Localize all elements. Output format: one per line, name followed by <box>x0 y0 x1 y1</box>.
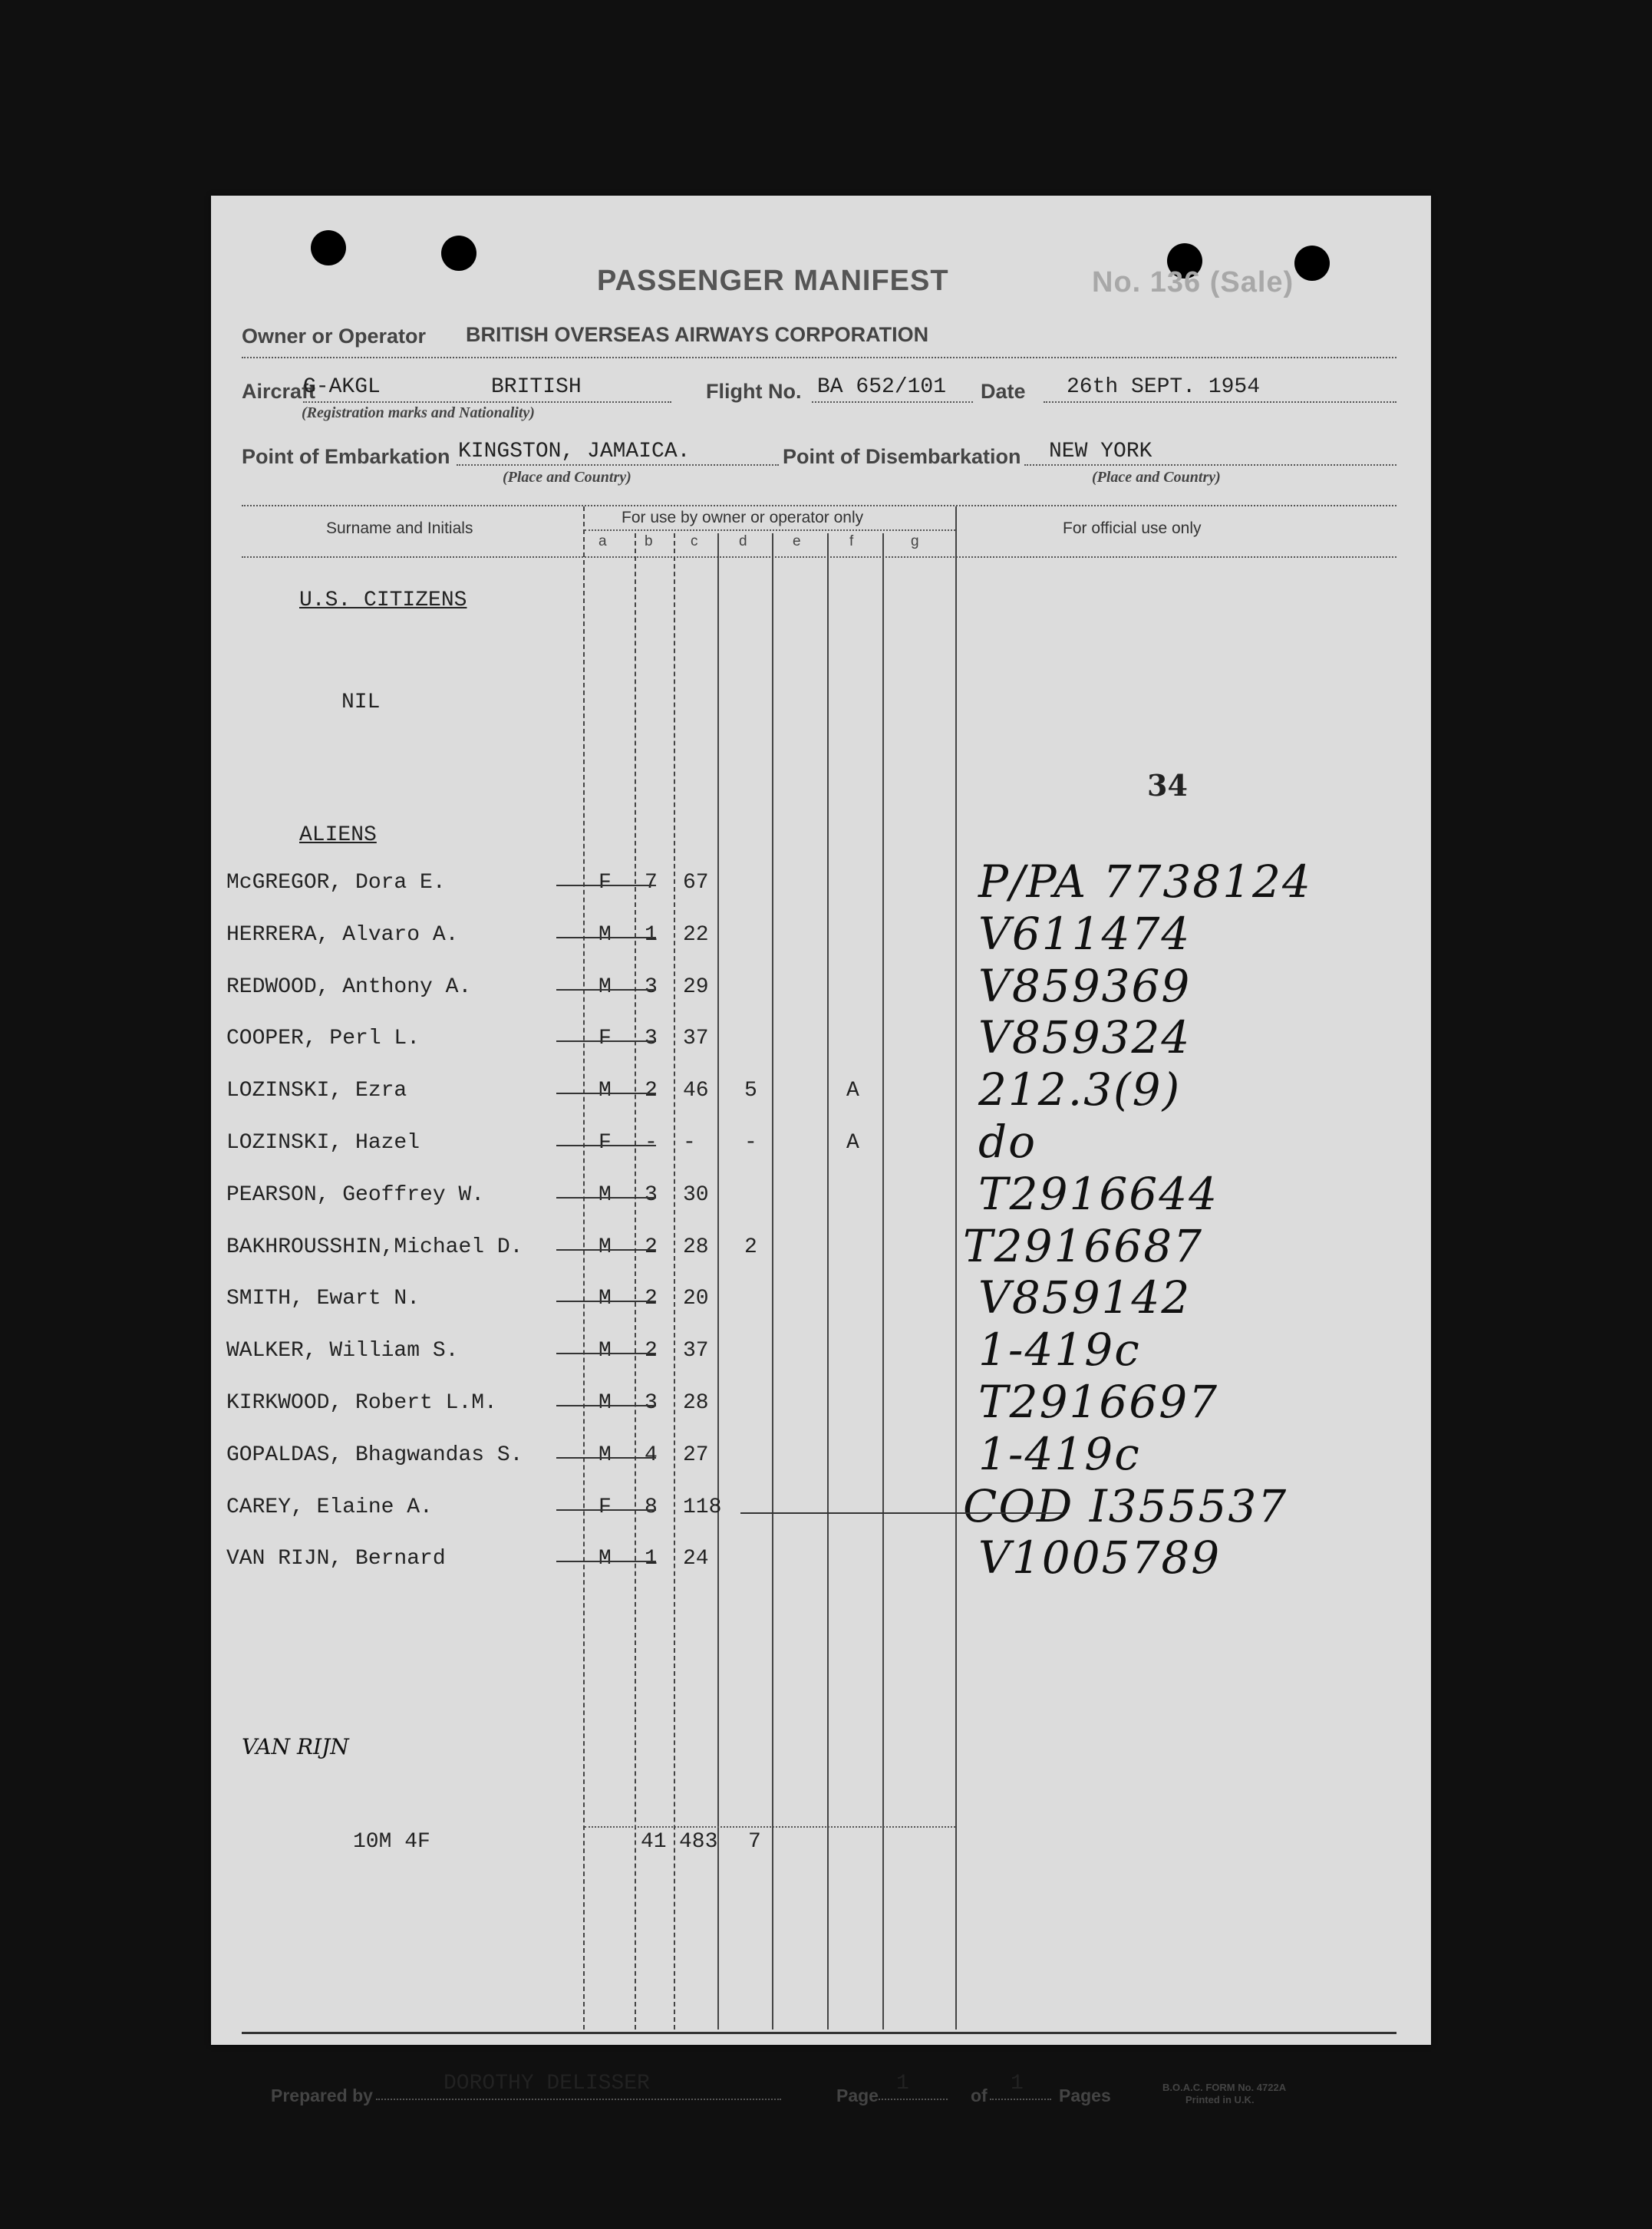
pages-label: Pages <box>1059 2086 1111 2105</box>
flight-label: Flight No. <box>706 380 802 403</box>
col-a: a <box>598 533 607 549</box>
passenger-col-c: 37 <box>683 1339 709 1363</box>
passenger-col-c: - <box>683 1131 696 1155</box>
official-entry: V859142 <box>978 1271 1192 1324</box>
passenger-col-f: A <box>846 1131 859 1155</box>
embark-label: Point of Embarkation <box>242 445 450 468</box>
passenger-name: SMITH, Ewart N. <box>226 1287 420 1311</box>
passenger-col-b: 3 <box>645 1027 658 1050</box>
passenger-col-b: 1 <box>645 1547 658 1571</box>
nil-entry: NIL <box>341 691 381 714</box>
column-divider <box>827 533 829 2030</box>
owner-rule <box>242 357 1396 358</box>
owner-label: Owner or Operator <box>242 325 427 348</box>
passenger-name: VAN RIJN, Bernard <box>226 1547 446 1571</box>
passenger-col-a: F <box>598 871 612 895</box>
passenger-name: WALKER, William S. <box>226 1339 459 1363</box>
prepared-label: Prepared by <box>271 2086 373 2105</box>
passenger-name: HERRERA, Alvaro A. <box>226 923 459 947</box>
form-printed: Printed in U.K. <box>1185 2094 1255 2105</box>
passenger-col-b: 3 <box>645 975 658 999</box>
form-number: B.O.A.C. FORM No. 4722A <box>1162 2082 1287 2093</box>
passenger-name: COOPER, Perl L. <box>226 1027 420 1050</box>
passenger-name: LOZINSKI, Ezra <box>226 1079 407 1103</box>
passenger-name: BAKHROUSSHIN,Michael D. <box>226 1235 523 1259</box>
disembark-label: Point of Disembarkation <box>783 445 1021 468</box>
aircraft-rule <box>303 401 671 403</box>
date-rule <box>1044 401 1396 403</box>
official-entry: T2916697 <box>978 1376 1218 1428</box>
official-entry: T2916644 <box>978 1168 1218 1220</box>
passenger-col-d: - <box>744 1131 757 1155</box>
passenger-col-a: F <box>598 1131 612 1155</box>
passenger-col-c: 67 <box>683 871 709 895</box>
totals-d: 7 <box>748 1830 761 1854</box>
row-check-stroke <box>556 1249 656 1251</box>
row-check-stroke <box>556 1040 656 1042</box>
passenger-name: KIRKWOOD, Robert L.M. <box>226 1391 497 1415</box>
passenger-col-a: F <box>598 1027 612 1050</box>
surname-header: Surname and Initials <box>326 519 473 537</box>
passenger-col-a: M <box>598 923 612 947</box>
official-entry: T2916687 <box>963 1220 1203 1272</box>
row-check-stroke <box>556 937 656 938</box>
passenger-name: McGREGOR, Dora E. <box>226 871 446 895</box>
column-divider <box>882 533 884 2030</box>
passenger-col-c: 118 <box>683 1495 722 1519</box>
column-divider <box>674 533 675 2030</box>
official-entry: V859324 <box>978 1011 1192 1063</box>
punch-hole <box>1294 246 1330 281</box>
pages-value: 1 <box>1011 2072 1024 2095</box>
operator-use-header: For use by owner or operator only <box>622 509 864 526</box>
passenger-col-c: 24 <box>683 1547 709 1571</box>
passenger-col-c: 46 <box>683 1079 709 1103</box>
prepared-rule <box>376 2099 781 2100</box>
col-e: e <box>793 533 801 549</box>
passenger-col-b: 2 <box>645 1235 658 1259</box>
passenger-col-a: M <box>598 1079 612 1103</box>
flight-rule <box>812 401 973 403</box>
column-divider <box>955 506 957 2030</box>
manifest-sheet <box>211 196 1431 2105</box>
flight-value: BA 652/101 <box>817 375 947 399</box>
column-divider <box>772 533 773 2030</box>
aliens-heading: ALIENS <box>299 823 377 847</box>
row-check-stroke <box>556 1145 656 1146</box>
passenger-col-a: F <box>598 1495 612 1519</box>
row-check-stroke <box>556 989 656 991</box>
manifest-number: No. 136 (Sale) <box>1092 266 1294 298</box>
page-mark: 34 <box>1147 768 1188 803</box>
prepared-value: DOROTHY DELISSER <box>444 2072 650 2095</box>
passenger-col-b: 8 <box>645 1495 658 1519</box>
aircraft-sublabel: (Registration marks and Nationality) <box>302 404 535 421</box>
form-title: PASSENGER MANIFEST <box>597 265 949 297</box>
official-entry: V1005789 <box>978 1532 1222 1584</box>
us-citizens-heading: U.S. CITIZENS <box>299 589 467 612</box>
passenger-col-c: 28 <box>683 1235 709 1259</box>
passenger-col-a: M <box>598 1339 612 1363</box>
passenger-col-c: 27 <box>683 1443 709 1467</box>
passenger-name: GOPALDAS, Bhagwandas S. <box>226 1443 523 1467</box>
official-entry: COD I355537 <box>963 1480 1288 1532</box>
carey-strike-line <box>740 1512 1063 1514</box>
col-b: b <box>645 533 653 549</box>
passenger-col-a: M <box>598 1391 612 1415</box>
embark-value: KINGSTON, JAMAICA. <box>458 440 691 463</box>
row-check-stroke <box>556 1457 656 1459</box>
passenger-col-b: 4 <box>645 1443 658 1467</box>
passenger-col-b: 1 <box>645 923 658 947</box>
col-g: g <box>911 533 919 549</box>
page-rule <box>879 2099 948 2100</box>
aircraft-value: G-AKGL <box>303 375 381 399</box>
passenger-col-a: M <box>598 975 612 999</box>
column-divider <box>635 533 636 2030</box>
row-check-stroke <box>556 1561 656 1562</box>
passenger-col-c: 22 <box>683 923 709 947</box>
disembark-rule <box>1024 464 1396 466</box>
page-label: Page <box>836 2086 879 2105</box>
passenger-col-c: 29 <box>683 975 709 999</box>
official-entry: 1-419c <box>978 1324 1141 1376</box>
passenger-col-a: M <box>598 1183 612 1207</box>
page-value: 1 <box>896 2072 909 2095</box>
passenger-col-d: 2 <box>744 1235 757 1259</box>
passenger-col-a: M <box>598 1547 612 1571</box>
row-check-stroke <box>556 1509 656 1511</box>
passenger-name: PEARSON, Geoffrey W. <box>226 1183 485 1207</box>
name-correction: VAN RIJN <box>242 1734 349 1759</box>
of-label: of <box>971 2086 988 2105</box>
date-value: 26th SEPT. 1954 <box>1067 375 1261 399</box>
row-check-stroke <box>556 1301 656 1302</box>
col-c: c <box>691 533 698 549</box>
passenger-col-b: 7 <box>645 871 658 895</box>
passenger-col-b: 2 <box>645 1339 658 1363</box>
totals-rule <box>585 1826 955 1828</box>
punch-hole <box>311 230 346 265</box>
passenger-col-c: 28 <box>683 1391 709 1415</box>
header-bottom-rule <box>242 556 1396 558</box>
totals-c: 483 <box>679 1830 718 1854</box>
punch-hole <box>441 236 476 271</box>
passenger-name: LOZINSKI, Hazel <box>226 1131 420 1155</box>
passenger-name: CAREY, Elaine A. <box>226 1495 433 1519</box>
official-entry: P/PA 7738124 <box>978 856 1312 908</box>
official-entry: do <box>978 1116 1037 1168</box>
totals-label: 10M 4F <box>353 1830 430 1854</box>
passenger-col-c: 20 <box>683 1287 709 1311</box>
column-divider <box>717 533 719 2030</box>
passenger-col-b: 2 <box>645 1287 658 1311</box>
row-check-stroke <box>556 885 656 886</box>
row-check-stroke <box>556 1353 656 1354</box>
passenger-name: REDWOOD, Anthony A. <box>226 975 472 999</box>
date-label: Date <box>981 380 1026 403</box>
col-d: d <box>739 533 747 549</box>
operator-subrule <box>585 529 955 531</box>
passenger-col-a: M <box>598 1287 612 1311</box>
table-bottom-rule <box>242 2032 1396 2034</box>
row-check-stroke <box>556 1093 656 1094</box>
embark-rule <box>457 464 779 466</box>
col-f: f <box>849 533 854 549</box>
passenger-col-b: - <box>645 1131 658 1155</box>
row-check-stroke <box>556 1197 656 1199</box>
passenger-col-b: 3 <box>645 1391 658 1415</box>
official-use-header: For official use only <box>1063 519 1202 537</box>
official-entry: 1-419c <box>978 1428 1141 1480</box>
owner-value: BRITISH OVERSEAS AIRWAYS CORPORATION <box>466 323 929 346</box>
passenger-col-b: 2 <box>645 1079 658 1103</box>
disembark-sublabel: (Place and Country) <box>1092 469 1221 486</box>
passenger-col-f: A <box>846 1079 859 1103</box>
pages-rule <box>990 2099 1051 2100</box>
passenger-col-c: 37 <box>683 1027 709 1050</box>
passenger-col-b: 3 <box>645 1183 658 1207</box>
totals-b: 41 <box>641 1830 667 1854</box>
passenger-col-d: 5 <box>744 1079 757 1103</box>
aircraft-label: Aircraft <box>242 380 316 403</box>
column-divider <box>583 506 585 2030</box>
passenger-col-a: M <box>598 1235 612 1259</box>
table-top-rule <box>242 505 1396 506</box>
official-entry: V859369 <box>978 960 1192 1012</box>
disembark-value: NEW YORK <box>1049 440 1152 463</box>
row-check-stroke <box>556 1405 656 1406</box>
nationality-value: BRITISH <box>491 375 582 399</box>
embark-sublabel: (Place and Country) <box>503 469 631 486</box>
passenger-col-a: M <box>598 1443 612 1467</box>
official-entry: V611474 <box>978 908 1192 960</box>
passenger-col-c: 30 <box>683 1183 709 1207</box>
official-entry: 212.3(9) <box>978 1063 1182 1116</box>
